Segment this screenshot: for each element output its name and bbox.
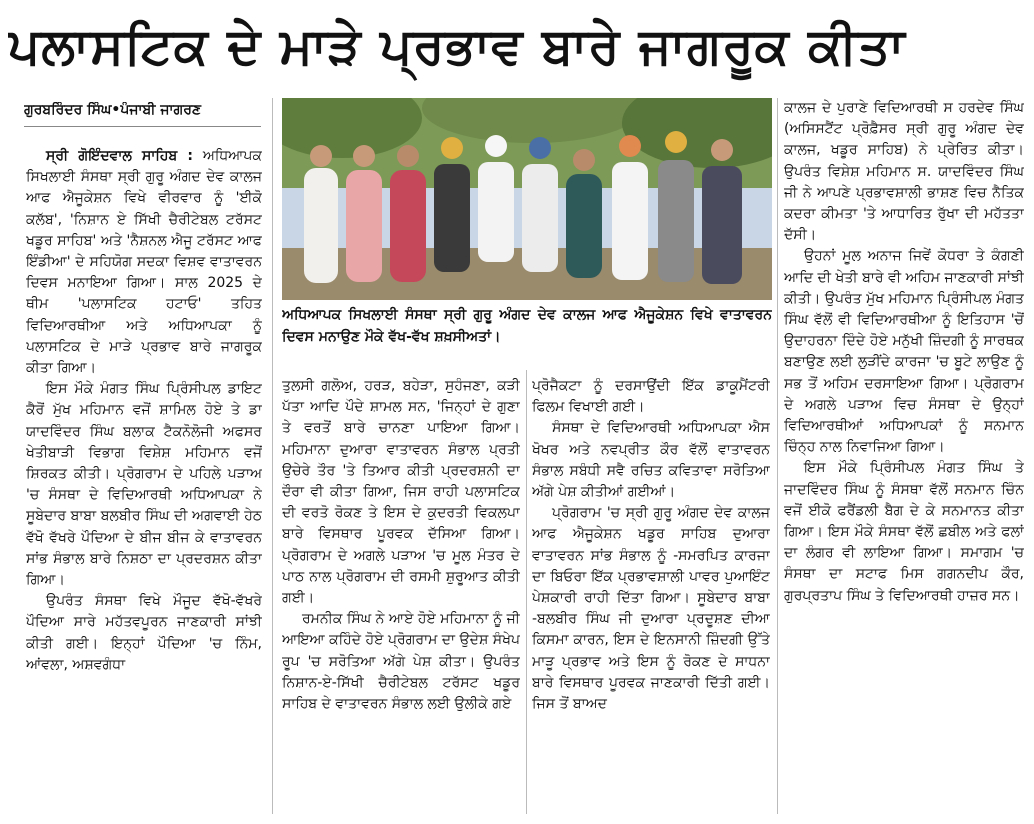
photo-caption: ਅਧਿਆਪਕ ਸਿਖਲਾਈ ਸੰਸਥਾ ਸ੍ਰੀ ਗੁਰੂ ਅੰਗਦ ਦੇਵ ਕਾਲਜ ਆਫ ਐਜੂਕੇਸ਼ਨ ਵਿਖੇ ਵਾਤਾਵਰਨ ਦਿਵਸ ਮਨਾਉਣ ਮੌਕੇ ਵੱਖ-ਵੱਖ ਸ਼ਖ਼ਸੀਅਤਾਂ। bbox=[282, 307, 772, 345]
dateline: ਸ੍ਰੀ ਗੋਇੰਦਵਾਲ ਸਾਹਿਬ : bbox=[46, 148, 194, 164]
article-column-2 bbox=[282, 376, 520, 814]
article-paragraph bbox=[26, 146, 262, 379]
column-divider bbox=[272, 98, 273, 814]
paragraph-text: ਅਧਿਆਪਕ ਸਿਖਲਾਈ ਸੰਸਥਾ ਸ੍ਰੀ ਗੁਰੂ ਅੰਗਦ ਦੇਵ ਕਾਲਜ ਆਫ ਐਜੂਕੇਸ਼ਨ ਵਿਖੇ ਵੀਰਵਾਰ ਨੂੰ 'ਈਕੋ ਕਲੱਬ', 'ਨਿਸ਼ਾਨ ਏ ਸਿੱਖੀ ਚੈਰੀਟੇਬਲ ਟਰੱਸਟ ਖਡੂਰ ਸਾਹਿਬ' ਅਤੇ 'ਨੈਸ਼ਨਲ ਐਜੂ ਟਰੱਸਟ ਆਫ ਇੰਡੀਆ' ਦੇ ਸਹਿਯੋਗ ਸਦਕਾ ਵਿਸ਼ਵ ਵਾਤਾਵਰਨ ਦਿਵਸ ਮਨਾਇਆ ਗਿਆ। ਸਾਲ 2025 ਦੇ ਥੀਮ 'ਪਲਾਸਟਿਕ ਹਟਾਓ' ਤਹਿਤ ਵਿਦਿਆਰਥੀਆ ਅਤੇ ਅਧਿਆਪਕਾ ਨੂੰ ਪਲਾਸਟਿਕ ਦੇ ਮਾੜੇ ਪ੍ਰਭਾਵ ਬਾਰੇ ਜਾਗਰੂਕ ਕੀਤਾ ਗਿਆ। bbox=[26, 148, 262, 377]
article-paragraph: ਪ੍ਰੋਗਰਾਮ 'ਚ ਸ੍ਰੀ ਗੁਰੂ ਅੰਗਦ ਦੇਵ ਕਾਲਜ ਆਫ ਐਜੂਕੇਸ਼ਨ ਖਡੂਰ ਸਾਹਿਬ ਦੁਆਰਾ ਵਾਤਾਵਰਨ ਸਾਂਭ ਸੰਭਾਲ ਨੂੰ -ਸਮਰਪਿਤ ਕਾਰਜਾ ਦਾ ਬਿਓਰਾ ਇੱਕ ਪ੍ਰਭਾਵਸ਼ਾਲੀ ਪਾਵਰ ਪੁਆਇੰਟ ਪੇਸ਼ਕਾਰੀ ਰਾਹੀ ਦਿੱਤਾ ਗਿਆ। ਸੂਬੇਦਾਰ ਬਾਬਾ -ਬਲਬੀਰ ਸਿੰਘ ਜੀ ਦੁਆਰਾ ਪ੍ਰਦੂਸ਼ਣ ਦੀਆ ਕਿਸਮਾ ਕਾਰਨ, ਇਸ ਦੇ ਇਨਸਾਨੀ ਜ਼ਿੰਦਗੀ ਉੱਤੇ ਮਾੜੂ ਪ੍ਰਭਾਵ ਅਤੇ ਇਸ ਨੂੰ ਰੋਕਣ ਦੇ ਸਾਧਨਾ ਬਾਰੇ ਵਿਸਥਾਰ ਪੂਰਵਕ ਜਾਣਕਾਰੀ ਦਿੱਤੀ ਗਈ। ਜਿਸ ਤੋਂ ਬਾਅਦ bbox=[532, 505, 770, 713]
article-paragraph: ਕਾਲਜ ਦੇ ਪੁਰਾਣੇ ਵਿਦਿਆਰਥੀ ਸ ਹਰਦੇਵ ਸਿੰਘ (ਅਸਿਸਟੈਂਟ ਪ੍ਰੋਫ਼ੈਸਰ ਸ੍ਰੀ ਗੁਰੂ ਅੰਗਦ ਦੇਵ ਕਾਲਜ, ਖਡੂਰ ਸਾਹਿਬ) ਨੇ ਪ੍ਰੇਰਿਤ ਕੀਤਾ। ਉਪਰੰਤ ਵਿਸ਼ੇਸ਼ ਮਹਿਮਾਨ ਸ. ਯਾਦਵਿੰਦਰ ਸਿੰਘ ਜੀ ਨੇ ਆਪਣੇ ਪ੍ਰਭਾਵਸ਼ਾਲੀ ਭਾਸ਼ਣ ਵਿਚ ਨੈਤਿਕ ਕਦਰਾ ਕੀਮਤਾ 'ਤੇ ਆਧਾਰਿਤ ਰੁੱਖਾ ਦੀ ਮਹੱਤਤਾ ਦੱਸੀ। bbox=[784, 100, 1024, 244]
group-photo-illustration bbox=[282, 98, 772, 300]
article-paragraph: ਪ੍ਰੋਜੈਕਟਾ ਨੂੰ ਦਰਸਾਉਂਦੀ ਇੱਕ ਡਾਕੂਮੈਂਟਰੀ ਫਿਲਮ ਵਿਖਾਈ ਗਈ। bbox=[532, 378, 770, 416]
article-paragraph: ਇਸ ਮੌਕੇ ਪ੍ਰਿੰਸੀਪਲ ਮੰਗਤ ਸਿੰਘ ਤੇ ਜਾਦਵਿੰਦਰ ਸਿੰਘ ਨੂੰ ਸੰਸਥਾ ਵੱਲੋਂ ਸਨਮਾਨ ਚਿੰਨ ਵਜੋਂ ਈਕੋ ਫਰੈਂਡਲੀ ਬੈਗ ਦੇ ਕੇ ਸਨਮਾਨਤ ਕੀਤਾ ਗਿਆ। ਇਸ ਮੌਕੇ ਸੰਸਥਾ ਵੱਲੋਂ ਛਬੀਲ ਅਤੇ ਫਲਾਂ ਦਾ ਲੰਗਰ ਵੀ ਲਾਇਆ ਗਿਆ। ਸਮਾਗਮ 'ਚ ਸੰਸਥਾ ਦਾ ਸਟਾਫ ਮਿਸ ਗਗਨਦੀਪ ਕੌਰ, ਗੁਰਪ੍ਰਤਾਪ ਸਿੰਘ ਤੇ ਵਿਦਿਆਰਥੀ ਹਾਜ਼ਰ ਸਨ। bbox=[784, 460, 1024, 604]
headline: ਪਲਾਸਟਿਕ ਦੇ ਮਾੜੇ ਪ੍ਰਭਾਵ ਬਾਰੇ ਜਾਗਰੂਕ ਕੀਤਾ bbox=[8, 17, 906, 75]
article-column-3 bbox=[532, 376, 770, 814]
column-divider bbox=[526, 370, 527, 814]
article-paragraph: ਉਪਰੰਤ ਸੰਸਥਾ ਵਿਖੇ ਮੌਜੂਦ ਵੱਖੋ-ਵੱਖਰੇ ਪੌਦਿਆ ਸਾਰੇ ਮਹੱਤਵਪੂਰਨ ਜਾਣਕਾਰੀ ਸਾਂਝੀ ਕੀਤੀ ਗਈ। ਇਨ੍ਹਾਂ ਪੌਦਿਆ 'ਚ ਨਿੰਮ, ਆਂਵਲਾ, ਅਸ਼ਵਗੰਧਾ bbox=[26, 593, 262, 673]
article-paragraph: ਤੁਲਸੀ ਗਲੋਅ, ਹਰੜ, ਬਹੇੜਾ, ਸੁਹੰਜਣਾ, ਕੜੀ ਪੱਤਾ ਆਦਿ ਪੌਦੇ ਸ਼ਾਮਲ ਸਨ, 'ਜਿਨ੍ਹਾਂ ਦੇ ਗੁਣਾ ਤੇ ਵਰਤੋਂ ਬਾਰੇ ਚਾਨਣਾ ਪਾਇਆ ਗਿਆ। ਮਹਿਮਾਨਾ ਦੁਆਰਾ ਵਾਤਾਵਰਨ ਸੰਭਾਲ ਪ੍ਰਤੀ ਉਚੇਰੇ ਤੌਰ 'ਤੇ ਤਿਆਰ ਕੀਤੀ ਪ੍ਰਦਰਸ਼ਨੀ ਦਾ ਦੌਰਾ ਵੀ ਕੀਤਾ ਗਿਆ, ਜਿਸ ਰਾਹੀ ਪਲਾਸਟਿਕ ਦੀ ਵਰਤੋ ਰੋਕਣ ਤੇ ਇਸ ਦੇ ਕੁਦਰਤੀ ਵਿਕਲਪਾ ਬਾਰੇ ਵਿਸਥਾਰ ਪੂਰਵਕ ਦੱਸਿਆ ਗਿਆ। ਪ੍ਰੋਗਰਾਮ ਦੇ ਅਗਲੇ ਪੜਾਅ 'ਚ ਮੂਲ ਮੰਤਰ ਦੇ ਪਾਠ ਨਾਲ ਪ੍ਰੋਗਰਾਮ ਦੀ ਰਸਮੀ ਸ਼ੁਰੂਆਤ ਕੀਤੀ ਗਈ। bbox=[282, 378, 520, 607]
article-paragraph: ਉਹਨਾਂ ਮੂਲ ਅਨਾਜ ਜਿਵੇਂ ਕੋਧਰਾ ਤੇ ਕੰਗਣੀ ਆਦਿ ਦੀ ਖੇਤੀ ਬਾਰੇ ਵੀ ਅਹਿਮ ਜਾਣਕਾਰੀ ਸਾਂਝੀ ਕੀਤੀ। ਉਪਰੰਤ ਮੁੱਖ ਮਹਿਮਾਨ ਪ੍ਰਿੰਸੀਪਲ ਮੰਗਤ ਸਿੰਘ ਵੱਲੋਂ ਵੀ ਵਿਦਿਆਰਥੀਆ ਨੂੰ ਇਤਿਹਾਸ 'ਚੋਂ ਉਦਾਹਰਨਾ ਦਿੰਦੇ ਹੋਏ ਮਨੁੱਖੀ ਜ਼ਿੰਦਗੀ ਨੂੰ ਸਾਰਥਕ ਬਣਾਉਣ ਲਈ ਲੁੜੀਂਦੇ ਕਾਰਜਾ 'ਚ ਬੂਟੇ ਲਾਉਣ ਨੂੰ ਸਭ ਤੋਂ ਅਹਿਮ ਦਰਸਾਇਆ ਗਿਆ। ਪ੍ਰੋਗਰਾਮ ਦੇ ਅਗਲੇ ਪੜਾਅ ਵਿਚ ਸੰਸਥਾ ਦੇ ਉਨ੍ਹਾਂ ਵਿਦਿਆਰਥੀਆਂ ਅਧਿਆਪਕਾਂ ਨੂੰ ਸਨਮਾਨ ਚਿੰਨ੍ਹ ਨਾਲ ਨਿਵਾਜਿਆ ਗਿਆ। bbox=[784, 248, 1024, 456]
article-column-4 bbox=[784, 98, 1024, 814]
byline-divider bbox=[24, 126, 261, 127]
article-paragraph: ਸੰਸਥਾ ਦੇ ਵਿਦਿਆਰਥੀ ਅਧਿਆਪਕਾ ਐਸ ਖੋਖਰ ਅਤੇ ਨਵਪ੍ਰੀਤ ਕੌਰ ਵੱਲੋਂ ਵਾਤਾਵਰਨ ਸੰਭਾਲ ਸਬੰਧੀ ਸਵੈ ਰਚਿਤ ਕਵਿਤਾਵਾ ਸਰੋਤਿਆ ਅੱਗੇ ਪੇਸ਼ ਕੀਤੀਆਂ ਗਈਆਂ। bbox=[532, 420, 770, 501]
article-paragraph: ਰਮਨੀਕ ਸਿੰਘ ਨੇ ਆਏ ਹੋਏ ਮਹਿਮਾਨਾ ਨੂੰ ਜੀ ਆਇਆ ਕਹਿੰਦੇ ਹੋਏ ਪ੍ਰੋਗਰਾਮ ਦਾ ਉਦੇਸ਼ ਸੰਖੇਪ ਰੂਪ 'ਚ ਸਰੋਤਿਆ ਅੱਗੇ ਪੇਸ਼ ਕੀਤਾ। ਉਪਰੰਤ ਨਿਸ਼ਾਨ-ਏ-ਸਿੱਖੀ ਚੈਰੀਟੇਬਲ ਟਰੱਸਟ ਖਡੂਰ ਸਾਹਿਬ ਦੇ ਵਾਤਾਵਰਨ ਸੰਭਾਲ ਲਈ ਉਲੀਕੇ ਗਏ bbox=[282, 611, 520, 713]
article-paragraph: ਇਸ ਮੌਕੇ ਮੰਗਤ ਸਿੰਘ ਪ੍ਰਿੰਸੀਪਲ ਡਾਇਟ ਕੈਰੋਂ ਮੁੱਖ ਮਹਿਮਾਨ ਵਜੋਂ ਸ਼ਾਮਿਲ ਹੋਏ ਤੇ ਡਾ ਯਾਦਵਿੰਦਰ ਸਿੰਘ ਬਲਾਕ ਟੈਕਨੋਲੋਜੀ ਅਫਸਰ ਖੇਤੀਬਾੜੀ ਵਿਭਾਗ ਵਿਸ਼ੇਸ਼ ਮਹਿਮਾਨ ਵਜੋਂ ਸ਼ਿਰਕਤ ਕੀਤੀ। ਪ੍ਰੋਗਰਾਮ ਦੇ ਪਹਿਲੇ ਪੜਾਅ 'ਚ ਸੰਸਥਾ ਦੇ ਵਿਦਿਆਰਥੀ ਅਧਿਆਪਕਾ ਨੇ ਸੂਬੇਦਾਰ ਬਾਬਾ ਬਲਬੀਰ ਸਿੰਘ ਦੀ ਅਗਵਾਈ ਹੇਠ ਵੱਖੋ ਵੱਖਰੇ ਪੌਦਿਆ ਦੇ ਬੀਜ ਬੀਜ ਕੇ ਵਾਤਾਵਰਨ ਸਾਂਭ ਸੰਭਾਲ ਬਾਰੇ ਨਿਸ਼ਠਾ ਦਾ ਪ੍ਰਦਰਸ਼ਨ ਕੀਤਾ ਗਿਆ। bbox=[26, 381, 262, 589]
byline: ਗੁਰਬਰਿੰਦਰ ਸਿੰਘ•ਪੰਜਾਬੀ ਜਾਗਰਣ bbox=[24, 102, 202, 118]
column-divider bbox=[777, 98, 778, 814]
article-column-1 bbox=[26, 146, 262, 814]
news-photo bbox=[282, 98, 772, 300]
